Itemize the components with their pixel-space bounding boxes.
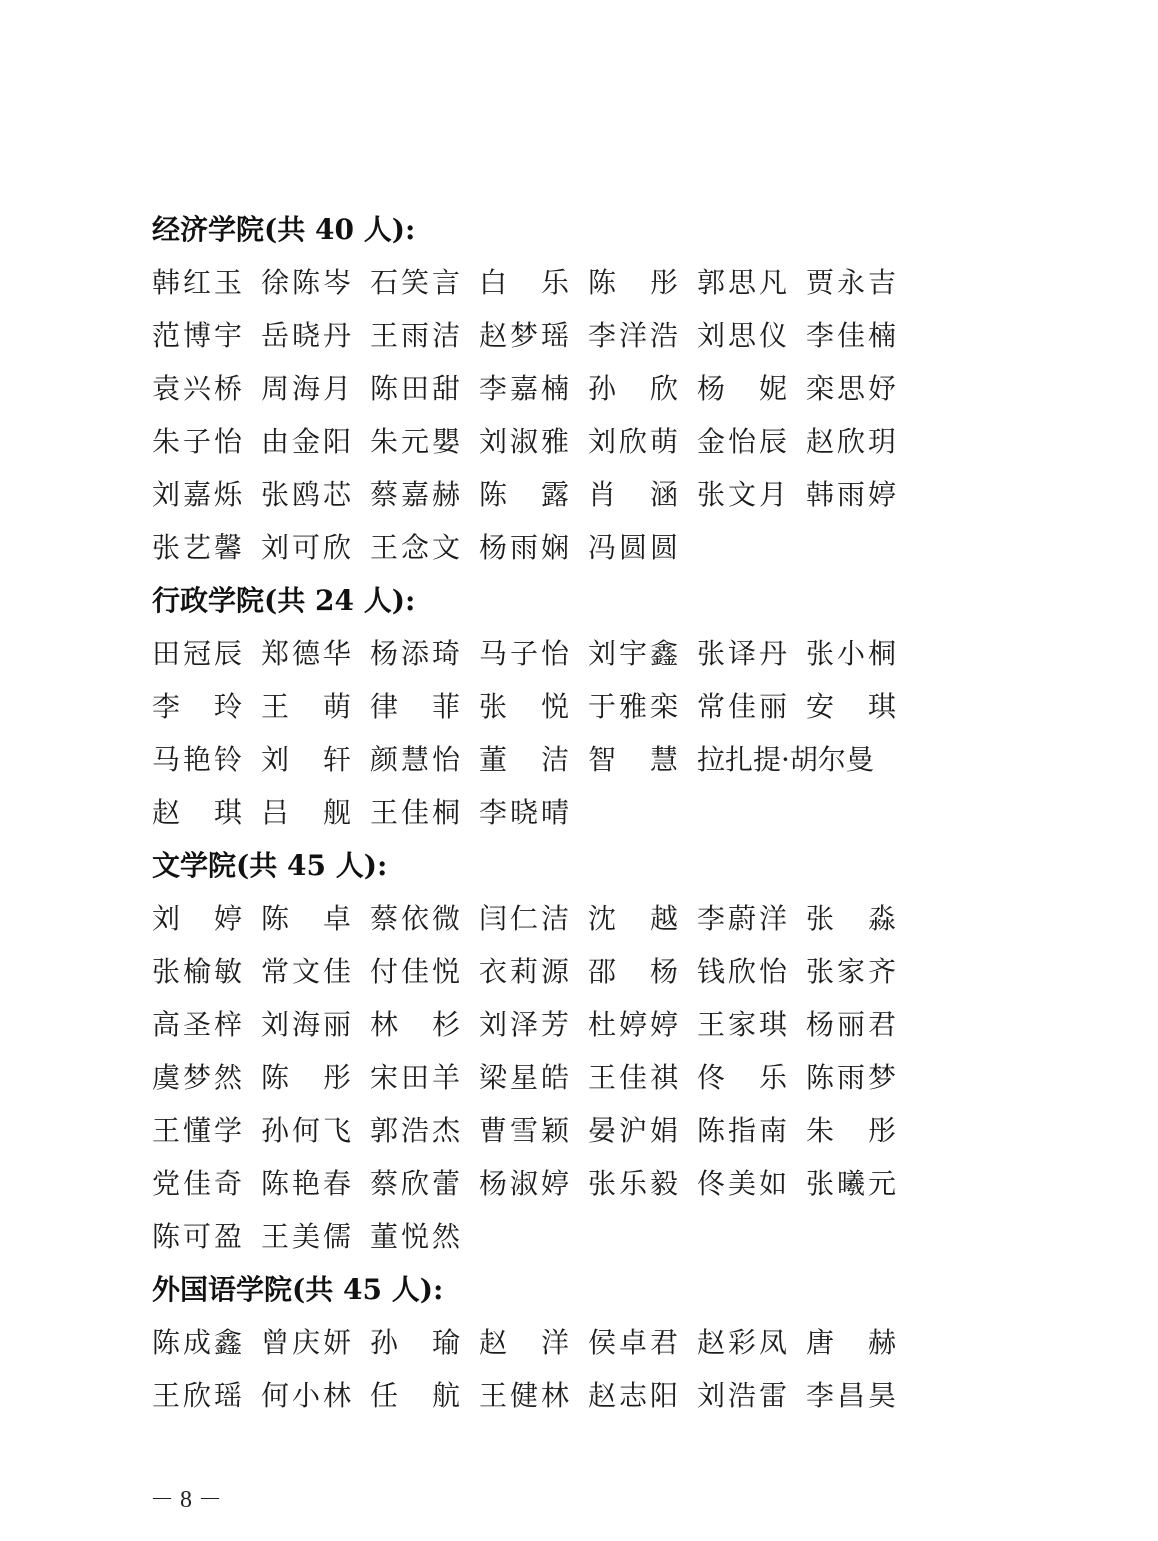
student-name: 任 航 [370, 1379, 460, 1412]
student-name: 李晓晴 [479, 796, 569, 829]
list-item [479, 521, 588, 574]
student-name: 王佳桐 [370, 796, 460, 829]
list-item [588, 680, 697, 733]
student-name: 吕 舰 [261, 796, 351, 829]
name-row [152, 1210, 912, 1263]
list-item [479, 468, 588, 521]
list-item [152, 892, 261, 945]
student-name: 朱元嬰 [370, 425, 460, 458]
list-item [152, 1316, 261, 1369]
student-name: 刘海丽 [261, 1008, 351, 1041]
student-name: 孙何飞 [261, 1114, 351, 1147]
student-name: 王佳祺 [588, 1061, 678, 1094]
student-name: 韩雨婷 [806, 478, 896, 511]
student-name: 朱子怡 [152, 425, 242, 458]
student-name: 蔡依微 [370, 902, 460, 935]
student-name: 王家琪 [697, 1008, 787, 1041]
list-item [370, 256, 479, 309]
list-item [479, 680, 588, 733]
list-item [261, 468, 370, 521]
student-name: 王懂学 [152, 1114, 242, 1147]
student-name: 闫仁洁 [479, 902, 569, 935]
student-name: 冯圆圆 [588, 531, 678, 564]
list-item [479, 892, 588, 945]
student-name: 韩红玉 [152, 266, 242, 299]
list-item [479, 627, 588, 680]
name-row [152, 256, 912, 309]
list-item [588, 998, 697, 1051]
list-item [152, 998, 261, 1051]
student-name: 田冠辰 [152, 637, 242, 670]
student-name: 石笑言 [370, 266, 460, 299]
list-item [370, 521, 479, 574]
student-name: 宋田羊 [370, 1061, 460, 1094]
student-name: 范博宇 [152, 319, 242, 352]
student-name: 张艺馨 [152, 531, 242, 564]
name-row [152, 1157, 912, 1210]
list-item [806, 1051, 915, 1104]
list-item [697, 415, 806, 468]
list-item [588, 1316, 697, 1369]
student-name: 王 萌 [261, 690, 351, 723]
list-item [261, 1157, 370, 1210]
list-item [806, 1157, 915, 1210]
list-item [261, 998, 370, 1051]
student-name: 岳晓丹 [261, 319, 351, 352]
list-item [479, 309, 588, 362]
student-name: 马艳铃 [152, 743, 242, 776]
student-name: 赵 洋 [479, 1326, 569, 1359]
student-name: 王念文 [370, 531, 460, 564]
list-item [261, 627, 370, 680]
list-item [697, 945, 806, 998]
student-name: 陈 卓 [261, 902, 351, 935]
student-name: 张小桐 [806, 637, 896, 670]
name-row [152, 998, 912, 1051]
list-item [261, 1051, 370, 1104]
student-name: 沈 越 [588, 902, 678, 935]
list-item [588, 945, 697, 998]
list-item [806, 627, 915, 680]
list-item [588, 1051, 697, 1104]
student-name: 刘宇鑫 [588, 637, 678, 670]
list-item [479, 1104, 588, 1157]
list-item [261, 1104, 370, 1157]
list-item [697, 1104, 806, 1157]
student-name: 张鸥芯 [261, 478, 351, 511]
student-name: 唐 赫 [806, 1326, 896, 1359]
student-name: 周海月 [261, 372, 351, 405]
student-name: 曹雪颖 [479, 1114, 569, 1147]
student-name: 张曦元 [806, 1167, 896, 1200]
student-name: 郭浩杰 [370, 1114, 460, 1147]
student-name: 赵欣玥 [806, 425, 896, 458]
list-item [152, 945, 261, 998]
name-row [152, 892, 912, 945]
student-name: 颜慧怡 [370, 743, 460, 776]
list-item [806, 415, 915, 468]
list-item [806, 309, 915, 362]
student-name: 张 悦 [479, 690, 569, 723]
list-item [370, 468, 479, 521]
student-name: 于雅栾 [588, 690, 678, 723]
student-name: 杨 妮 [697, 372, 787, 405]
list-item [588, 1157, 697, 1210]
student-name: 刘可欣 [261, 531, 351, 564]
student-name: 赵彩凤 [697, 1326, 787, 1359]
list-item [479, 733, 588, 786]
student-name: 栾思妤 [806, 372, 896, 405]
list-item [152, 1051, 261, 1104]
name-row [152, 627, 912, 680]
list-item [152, 415, 261, 468]
student-name: 蔡嘉赫 [370, 478, 460, 511]
list-item [697, 362, 806, 415]
student-name: 李洋浩 [588, 319, 678, 352]
student-name: 陈指南 [697, 1114, 787, 1147]
list-item [806, 468, 915, 521]
list-item [588, 256, 697, 309]
section-heading: 文学院(共 45 人): [152, 849, 388, 882]
list-item [152, 1210, 261, 1263]
list-item [588, 627, 697, 680]
student-name: 袁兴桥 [152, 372, 242, 405]
list-item [152, 521, 261, 574]
student-name: 张文月 [697, 478, 787, 511]
list-item [152, 1157, 261, 1210]
list-item [806, 945, 915, 998]
name-row [152, 733, 912, 786]
list-item [479, 1316, 588, 1369]
name-row [152, 786, 912, 839]
list-item [588, 733, 697, 786]
student-name: 陈成鑫 [152, 1326, 242, 1359]
student-name: 陈 彤 [588, 266, 678, 299]
list-item [697, 1369, 806, 1422]
student-name: 佟 乐 [697, 1061, 787, 1094]
student-name: 李 玲 [152, 690, 242, 723]
student-name: 李佳楠 [806, 319, 896, 352]
student-name: 王雨洁 [370, 319, 460, 352]
list-item [370, 680, 479, 733]
list-item [152, 468, 261, 521]
student-name: 常文佳 [261, 955, 351, 988]
student-name: 蔡欣蕾 [370, 1167, 460, 1200]
student-name: 由金阳 [261, 425, 351, 458]
list-item [588, 362, 697, 415]
list-item [152, 680, 261, 733]
list-item [261, 733, 370, 786]
name-row [152, 521, 912, 574]
student-name: 董悦然 [370, 1220, 460, 1253]
student-name: 陈 露 [479, 478, 569, 511]
section-heading: 行政学院(共 24 人): [152, 584, 416, 617]
list-item [479, 256, 588, 309]
list-item [261, 680, 370, 733]
list-item [697, 733, 917, 786]
student-name: 贾永吉 [806, 266, 896, 299]
student-name: 刘泽芳 [479, 1008, 569, 1041]
student-name: 白 乐 [479, 266, 569, 299]
list-item [806, 998, 915, 1051]
student-name: 何小林 [261, 1379, 351, 1412]
student-name: 曾庆妍 [261, 1326, 351, 1359]
student-name: 孙 欣 [588, 372, 678, 405]
list-item [152, 362, 261, 415]
list-item [261, 892, 370, 945]
student-name: 陈田甜 [370, 372, 460, 405]
student-name: 张家齐 [806, 955, 896, 988]
student-name: 衣莉源 [479, 955, 569, 988]
list-item [697, 892, 806, 945]
list-item [261, 309, 370, 362]
student-name: 刘浩雷 [697, 1379, 787, 1412]
student-name: 杨丽君 [806, 1008, 896, 1041]
page-number: － 8 － [150, 1487, 222, 1513]
list-item [370, 786, 479, 839]
student-name: 张译丹 [697, 637, 787, 670]
student-name: 刘思仪 [697, 319, 787, 352]
list-item [261, 256, 370, 309]
list-item [588, 309, 697, 362]
student-name: 王美儒 [261, 1220, 351, 1253]
student-name: 杜婷婷 [588, 1008, 678, 1041]
student-name: 赵志阳 [588, 1379, 678, 1412]
list-item [261, 521, 370, 574]
name-row [152, 680, 912, 733]
list-item [697, 998, 806, 1051]
name-row [152, 362, 912, 415]
list-item [806, 1369, 915, 1422]
list-item [370, 945, 479, 998]
list-item [370, 309, 479, 362]
name-row [152, 1316, 912, 1369]
list-item [370, 1316, 479, 1369]
list-item [697, 1051, 806, 1104]
student-name: 徐陈岑 [261, 266, 351, 299]
list-item [479, 362, 588, 415]
student-name: 常佳丽 [697, 690, 787, 723]
list-item [370, 733, 479, 786]
list-item [261, 1369, 370, 1422]
student-name: 董 洁 [479, 743, 569, 776]
list-item [806, 680, 915, 733]
list-item [370, 415, 479, 468]
student-name: 李嘉楠 [479, 372, 569, 405]
student-name: 杨添琦 [370, 637, 460, 670]
name-row [152, 945, 912, 998]
student-name: 虞梦然 [152, 1061, 242, 1094]
student-name: 刘 婷 [152, 902, 242, 935]
list-item [152, 733, 261, 786]
list-item [588, 892, 697, 945]
list-item [152, 1369, 261, 1422]
list-item [152, 627, 261, 680]
list-item [370, 1104, 479, 1157]
list-item [152, 309, 261, 362]
list-item [479, 945, 588, 998]
list-item [370, 1157, 479, 1210]
list-item [588, 521, 697, 574]
student-name: 高圣梓 [152, 1008, 242, 1041]
student-name: 王健林 [479, 1379, 569, 1412]
student-name: 钱欣怡 [697, 955, 787, 988]
list-item [479, 786, 588, 839]
student-name: 陈可盈 [152, 1220, 242, 1253]
list-item [261, 415, 370, 468]
student-name: 刘淑雅 [479, 425, 569, 458]
student-name: 王欣瑶 [152, 1379, 242, 1412]
student-name: 孙 瑜 [370, 1326, 460, 1359]
student-name: 李昌昊 [806, 1379, 896, 1412]
list-item [697, 256, 806, 309]
list-item [479, 415, 588, 468]
student-name: 郑德华 [261, 637, 351, 670]
student-name: 智 慧 [588, 743, 678, 776]
student-name: 律 菲 [370, 690, 460, 723]
student-name: 晏沪娟 [588, 1114, 678, 1147]
name-row [152, 309, 912, 362]
student-name: 林 杉 [370, 1008, 460, 1041]
list-item [370, 892, 479, 945]
student-name: 安 琪 [806, 690, 896, 723]
list-item [261, 1316, 370, 1369]
student-name: 梁星皓 [479, 1061, 569, 1094]
student-name: 郭思凡 [697, 266, 787, 299]
student-name: 付佳悦 [370, 955, 460, 988]
student-name: 侯卓君 [588, 1326, 678, 1359]
name-row [152, 468, 912, 521]
list-item [806, 1316, 915, 1369]
section-heading: 外国语学院(共 45 人): [152, 1273, 444, 1306]
list-item [588, 415, 697, 468]
student-name: 刘欣萌 [588, 425, 678, 458]
list-item [588, 468, 697, 521]
student-name: 拉扎提·胡尔曼 [697, 743, 874, 776]
student-name: 李蔚洋 [697, 902, 787, 935]
list-item [806, 892, 915, 945]
student-name: 金怡辰 [697, 425, 787, 458]
student-name: 邵 杨 [588, 955, 678, 988]
list-item [697, 1316, 806, 1369]
list-item [152, 1104, 261, 1157]
student-name: 张乐毅 [588, 1167, 678, 1200]
student-name: 杨雨娴 [479, 531, 569, 564]
section-heading: 经济学院(共 40 人): [152, 213, 416, 246]
list-item [697, 468, 806, 521]
name-row [152, 415, 912, 468]
student-name: 杨淑婷 [479, 1167, 569, 1200]
list-item [261, 1210, 370, 1263]
student-name: 赵梦瑶 [479, 319, 569, 352]
student-name: 张榆敏 [152, 955, 242, 988]
list-item [370, 1210, 479, 1263]
student-name: 刘嘉烁 [152, 478, 242, 511]
list-item [806, 362, 915, 415]
list-item [588, 1369, 697, 1422]
student-name: 佟美如 [697, 1167, 787, 1200]
list-item [697, 1157, 806, 1210]
list-item [697, 680, 806, 733]
student-name: 张 淼 [806, 902, 896, 935]
list-item [370, 362, 479, 415]
student-name: 朱 彤 [806, 1114, 896, 1147]
list-item [479, 998, 588, 1051]
list-item [261, 362, 370, 415]
student-name: 党佳奇 [152, 1167, 242, 1200]
list-item [370, 1051, 479, 1104]
student-name: 赵 琪 [152, 796, 242, 829]
student-name: 肖 涵 [588, 478, 678, 511]
list-item [370, 627, 479, 680]
list-item [479, 1051, 588, 1104]
list-item [479, 1369, 588, 1422]
list-item [588, 1104, 697, 1157]
list-item [261, 945, 370, 998]
name-row [152, 1104, 912, 1157]
list-item [806, 1104, 915, 1157]
list-item [261, 786, 370, 839]
name-row [152, 1369, 912, 1422]
list-item [697, 309, 806, 362]
student-name: 陈艳春 [261, 1167, 351, 1200]
name-list-content [152, 203, 912, 1422]
list-item [370, 998, 479, 1051]
list-item [370, 1369, 479, 1422]
list-item [152, 786, 261, 839]
student-name: 陈 彤 [261, 1061, 351, 1094]
student-name: 马子怡 [479, 637, 569, 670]
name-row [152, 1051, 912, 1104]
list-item [697, 627, 806, 680]
list-item [479, 1157, 588, 1210]
list-item [152, 256, 261, 309]
student-name: 陈雨梦 [806, 1061, 896, 1094]
student-name: 刘 轩 [261, 743, 351, 776]
list-item [806, 256, 915, 309]
